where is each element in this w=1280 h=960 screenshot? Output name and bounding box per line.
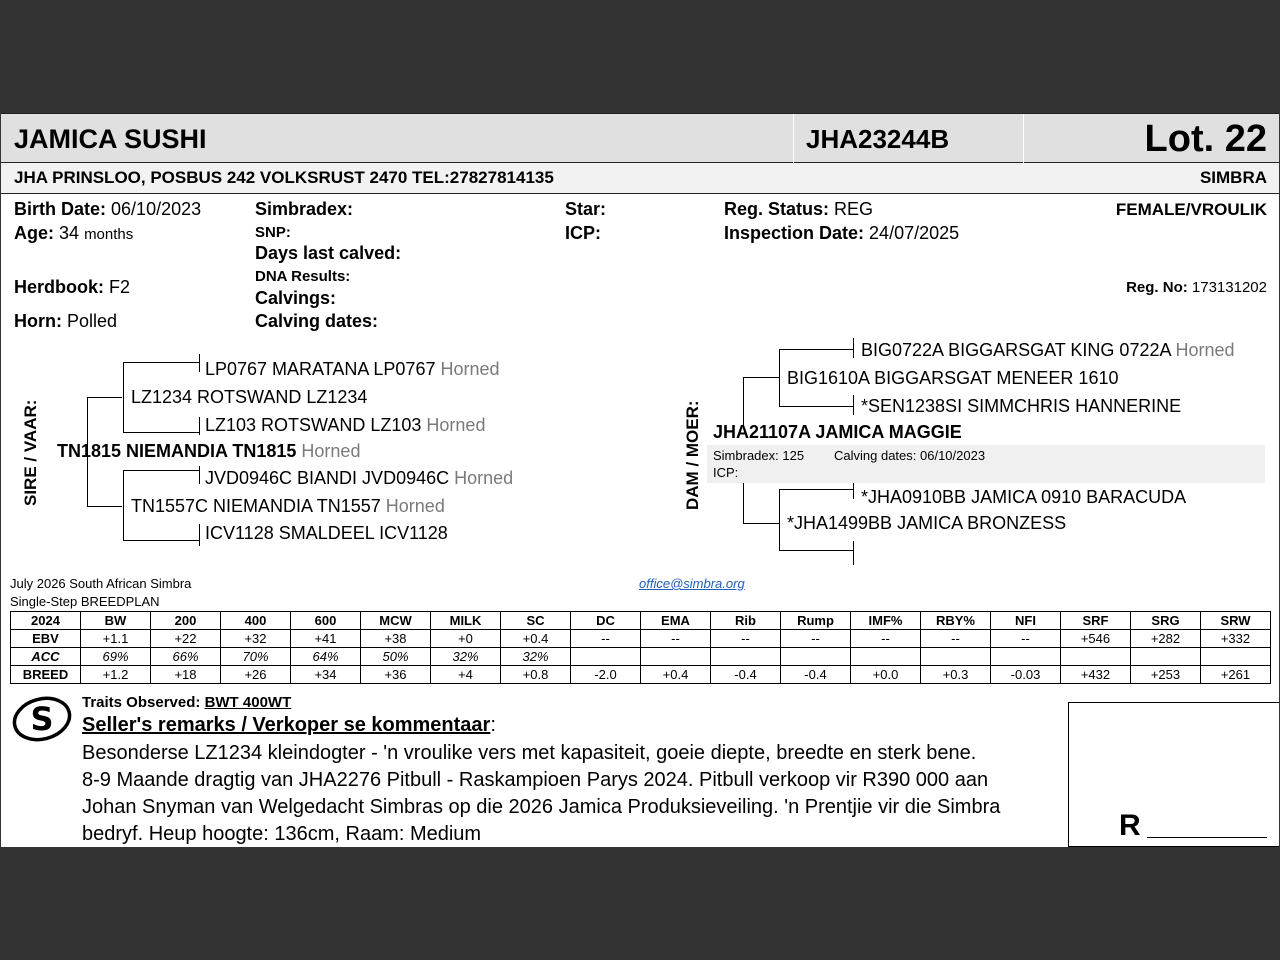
dam-sire: BIG1610A BIGGARSGAT MENEER 1610 bbox=[787, 368, 1119, 388]
ebv-cell bbox=[1131, 648, 1201, 666]
dam-icp: ICP: bbox=[713, 465, 739, 480]
owner-bar bbox=[1, 163, 1279, 194]
ebv-cell: +32 bbox=[221, 630, 291, 648]
ebv-cell: +18 bbox=[151, 666, 221, 684]
ebv-cell: +0.0 bbox=[851, 666, 921, 684]
ebv-cell: +432 bbox=[1061, 666, 1131, 684]
remarks-line: 8-9 Maande dragtig van JHA2276 Pitbull - Raskampioen Parys 2024. Pitbull verkoop vir R390 000 aan bbox=[82, 769, 989, 791]
ebv-cell: +41 bbox=[291, 630, 361, 648]
sire-sire-dam: LZ103 ROTSWAND LZ103 Horned bbox=[205, 415, 486, 435]
sire-dam: TN1557C NIEMANDIA TN1557 Horned bbox=[131, 496, 445, 516]
ebv-cell: +38 bbox=[361, 630, 431, 648]
ebv-cell: -- bbox=[921, 630, 991, 648]
lot-header bbox=[1, 113, 1279, 163]
ebv-cell bbox=[1201, 648, 1271, 666]
simbradex-label: Simbradex: bbox=[255, 199, 354, 219]
sex-label: FEMALE/VROULIK bbox=[1115, 200, 1267, 219]
simbra-logo-icon bbox=[11, 693, 75, 745]
ebv-cell: -- bbox=[711, 630, 781, 648]
sire-sire: LZ1234 ROTSWAND LZ1234 bbox=[131, 387, 368, 407]
price-box[interactable] bbox=[1068, 702, 1279, 847]
ebv-cell: +26 bbox=[221, 666, 291, 684]
ebv-column-header: MCW bbox=[361, 612, 431, 630]
ebv-column-header: 400 bbox=[221, 612, 291, 630]
ebv-cell: +253 bbox=[1131, 666, 1201, 684]
ebv-column-header: NFI bbox=[991, 612, 1061, 630]
ebv-cell: 70% bbox=[221, 648, 291, 666]
breed-label: SIMBRA bbox=[1199, 168, 1267, 187]
ebv-cell: +0 bbox=[431, 630, 501, 648]
days-last-calved-label: Days last calved: bbox=[255, 243, 402, 263]
ebv-cell bbox=[641, 648, 711, 666]
ebv-cell: -- bbox=[991, 630, 1061, 648]
reg-number: Reg. No: 173131202 bbox=[1126, 279, 1267, 296]
ebv-header-row bbox=[11, 612, 1271, 630]
inspection-date: Inspection Date: 24/07/2025 bbox=[724, 223, 960, 243]
animal-name: JAMICA SUSHI bbox=[14, 124, 207, 154]
owner-address: JHA PRINSLOO, POSBUS 242 VOLKSRUST 2470 TEL:27827814135 bbox=[14, 168, 554, 187]
price-underline bbox=[1147, 837, 1267, 838]
ebv-cell bbox=[851, 648, 921, 666]
ebv-cell: +0.4 bbox=[641, 666, 711, 684]
ebv-cell: +22 bbox=[151, 630, 221, 648]
ebv-column-header: Rib bbox=[711, 612, 781, 630]
ebv-column-header: EMA bbox=[641, 612, 711, 630]
ebv-column-header: SC bbox=[501, 612, 571, 630]
ebv-cell: -0.4 bbox=[711, 666, 781, 684]
ebv-column-header: Rump bbox=[781, 612, 851, 630]
ebv-column-header: SRF bbox=[1061, 612, 1131, 630]
ebv-column-header: 200 bbox=[151, 612, 221, 630]
ebv-row-breed bbox=[11, 666, 1271, 684]
ebv-cell bbox=[781, 648, 851, 666]
dam-calving-dates: Calving dates: 06/10/2023 bbox=[834, 448, 986, 463]
sire-side-label: SIRE / VAAR: bbox=[21, 399, 40, 506]
dam-sire-dam: *SEN1238SI SIMMCHRIS HANNERINE bbox=[861, 396, 1182, 416]
ebv-cell bbox=[1061, 648, 1131, 666]
ebv-column-header: SRW bbox=[1201, 612, 1271, 630]
ebv-cell bbox=[711, 648, 781, 666]
ebv-cell: -- bbox=[781, 630, 851, 648]
dam-sire-sire: BIG0722A BIGGARSGAT KING 0722A Horned bbox=[861, 340, 1235, 360]
sire-dam-dam: ICV1128 SMALDEEL ICV1128 bbox=[205, 523, 448, 543]
ebv-cell: +36 bbox=[361, 666, 431, 684]
icp-label: ICP: bbox=[565, 223, 601, 243]
ebv-row-acc bbox=[11, 648, 1271, 666]
dam-side-label: DAM / MOER: bbox=[683, 400, 702, 510]
remarks-line: Johan Snyman van Welgedacht Simbras op die 2026 Jamica Produksieveiling. 'n Prentjie vir die Simbra bbox=[82, 796, 1001, 818]
dam-dam-sire: *JHA0910BB JAMICA 0910 BARACUDA bbox=[861, 487, 1187, 507]
sire: TN1815 NIEMANDIA TN1815 Horned bbox=[57, 441, 361, 461]
ebv-row-label: BREED bbox=[11, 666, 81, 684]
ebv-column-header: MILK bbox=[431, 612, 501, 630]
ebv-cell: +0.3 bbox=[921, 666, 991, 684]
ebv-cell: 32% bbox=[501, 648, 571, 666]
ebv-cell: -0.03 bbox=[991, 666, 1061, 684]
ebv-cell: +282 bbox=[1131, 630, 1201, 648]
remarks-title: Seller's remarks / Verkoper se kommentaar: bbox=[82, 714, 496, 736]
ebv-cell: +34 bbox=[291, 666, 361, 684]
breedplan-title: July 2026 South African Simbra bbox=[10, 576, 192, 591]
dam-info-box bbox=[707, 445, 1265, 483]
traits-observed: Traits Observed: BWT 400WT bbox=[82, 694, 292, 711]
ebv-column-header: RBY% bbox=[921, 612, 991, 630]
sire-sire-sire: LP0767 MARATANA LP0767 Horned bbox=[205, 359, 500, 379]
dna-results-label: DNA Results: bbox=[255, 268, 351, 285]
ebv-column-header: DC bbox=[571, 612, 641, 630]
ebv-cell: 64% bbox=[291, 648, 361, 666]
reg-status: Reg. Status: REG bbox=[724, 199, 874, 219]
ebv-cell: +4 bbox=[431, 666, 501, 684]
remarks-line: Besonderse LZ1234 kleindogter - 'n vroulike vers met kapasiteit, goeie diepte, breedte en sterk bene. bbox=[82, 742, 977, 764]
ebv-cell: -- bbox=[641, 630, 711, 648]
ebv-cell: -2.0 bbox=[571, 666, 641, 684]
ebv-cell bbox=[921, 648, 991, 666]
ebv-cell bbox=[571, 648, 641, 666]
snp-label: SNP: bbox=[255, 224, 291, 241]
ebv-cell: -0.4 bbox=[781, 666, 851, 684]
age: Age: 34 months bbox=[14, 223, 134, 243]
ebv-cell: 32% bbox=[431, 648, 501, 666]
breedplan-subtitle: Single-Step BREEDPLAN bbox=[10, 594, 160, 609]
ebv-column-header: IMF% bbox=[851, 612, 921, 630]
remarks-line: bedryf. Heup hoogte: 136cm, Raam: Medium bbox=[82, 823, 482, 845]
ebv-cell: +1.1 bbox=[81, 630, 151, 648]
ebv-cell: -- bbox=[571, 630, 641, 648]
animal-id: JHA23244B bbox=[806, 124, 950, 154]
ebv-cell: +1.2 bbox=[81, 666, 151, 684]
ebv-cell bbox=[991, 648, 1061, 666]
logo-letter: S bbox=[30, 700, 54, 738]
ebv-column-header: SRG bbox=[1131, 612, 1201, 630]
ebv-cell: 66% bbox=[151, 648, 221, 666]
ebv-cell: 50% bbox=[361, 648, 431, 666]
dam-dam: *JHA1499BB JAMICA BRONZESS bbox=[787, 513, 1067, 533]
price-currency: R bbox=[1119, 809, 1141, 842]
ebv-cell: +261 bbox=[1201, 666, 1271, 684]
ebv-cell: +0.8 bbox=[501, 666, 571, 684]
ebv-table bbox=[10, 611, 1271, 684]
star-label: Star: bbox=[565, 199, 607, 219]
ebv-cell: +332 bbox=[1201, 630, 1271, 648]
sire-dam-sire: JVD0946C BIANDI JVD0946C Horned bbox=[205, 468, 514, 488]
ebv-cell: 69% bbox=[81, 648, 151, 666]
calvings-label: Calvings: bbox=[255, 288, 337, 308]
ebv-row-ebv bbox=[11, 630, 1271, 648]
simbra-email-link[interactable]: office@simbra.org bbox=[639, 576, 745, 591]
calving-dates-label: Calving dates: bbox=[255, 311, 379, 331]
birth-date: Birth Date: 06/10/2023 bbox=[14, 199, 202, 219]
ebv-row-label: EBV bbox=[11, 630, 81, 648]
dam-simbradex: Simbradex: 125 bbox=[713, 448, 805, 463]
remarks-text bbox=[82, 740, 1000, 848]
herdbook: Herdbook: F2 bbox=[14, 277, 131, 297]
dam: JHA21107A JAMICA MAGGIE bbox=[713, 422, 962, 442]
lot-number: Lot. 22 bbox=[1144, 118, 1267, 160]
ebv-cell: -- bbox=[851, 630, 921, 648]
ebv-column-header: BW bbox=[81, 612, 151, 630]
ebv-cell: +0.4 bbox=[501, 630, 571, 648]
horn: Horn: Polled bbox=[14, 311, 118, 331]
lot-card bbox=[1, 113, 1279, 847]
ebv-column-header: 600 bbox=[291, 612, 361, 630]
ebv-cell: +546 bbox=[1061, 630, 1131, 648]
ebv-row-label: ACC bbox=[11, 648, 81, 666]
ebv-column-header: 2024 bbox=[11, 612, 81, 630]
